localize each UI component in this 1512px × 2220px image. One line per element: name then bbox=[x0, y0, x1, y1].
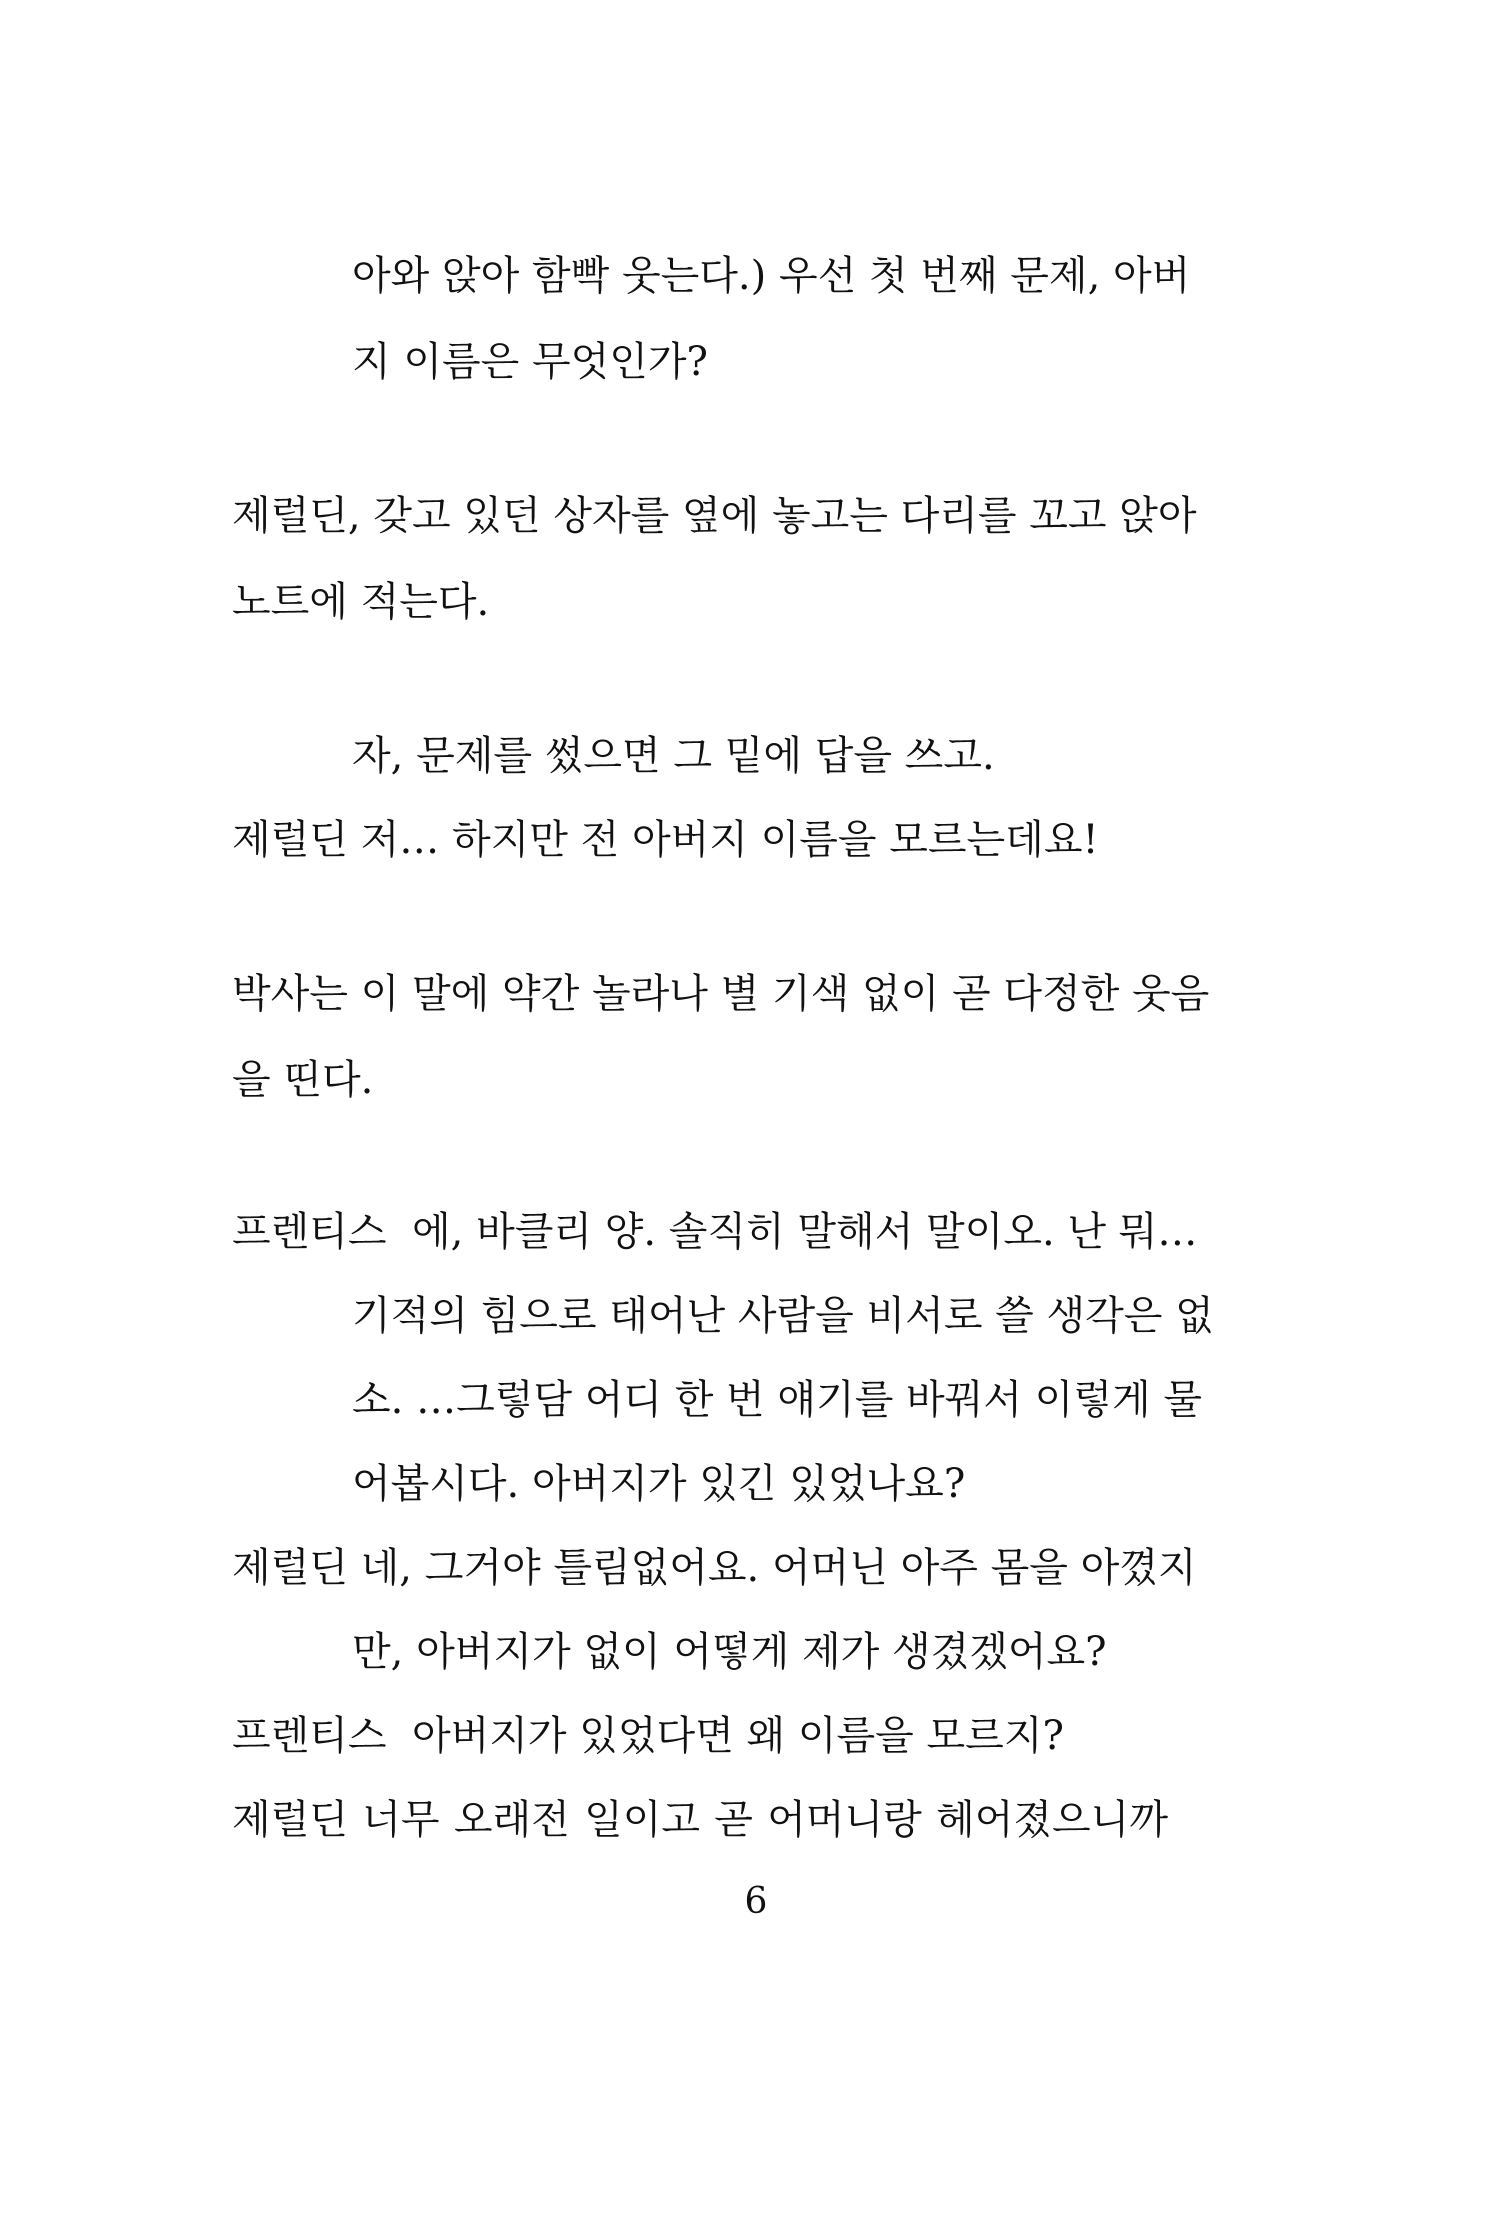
dialogue-line bbox=[232, 1206, 1197, 1258]
stage-direction-line: 박사는 이 말에 약간 놀라나 별 기색 없이 곧 다정한 웃음 bbox=[232, 971, 1210, 1017]
dialogue-line-justified bbox=[232, 1794, 1168, 1846]
dialogue-continuation-line: 아와 앉아 함빡 웃는다.) 우선 첫 번째 문제, 아버 bbox=[352, 253, 1191, 299]
dialogue-line bbox=[232, 1710, 1064, 1762]
dialogue-word: 오래전 bbox=[453, 1797, 570, 1843]
dialogue-text: 에, 바클리 양. 솔직히 말해서 말이오. 난 뭐… bbox=[412, 1209, 1198, 1255]
dialogue-word: 너무 bbox=[362, 1797, 440, 1843]
dialogue-continuation-line: 만, 아버지가 없이 어떻게 제가 생겼겠어요? bbox=[352, 1629, 1107, 1675]
dialogue-continuation-line: 어봅시다. 아버지가 있긴 있었나요? bbox=[352, 1461, 966, 1507]
dialogue-line: 자, 문제를 썼으면 그 밑에 답을 쓰고. bbox=[352, 733, 995, 779]
dialogue-text: 네, 그거야 틀림없어요. 어머닌 아주 몸을 아꼈지 bbox=[360, 1545, 1197, 1591]
speaker-name: 제럴딘 bbox=[232, 1545, 348, 1591]
stage-direction-line: 을 띤다. bbox=[232, 1057, 374, 1103]
dialogue-continuation-line: 소. …그렇담 어디 한 번 얘기를 바꿔서 이렇게 물 bbox=[352, 1377, 1202, 1423]
dialogue-continuation-line: 지 이름은 무엇인가? bbox=[352, 339, 708, 385]
dialogue-line bbox=[232, 814, 1099, 866]
speaker-name: 프렌티스 bbox=[232, 1713, 387, 1759]
stage-direction-line: 노트에 적는다. bbox=[232, 579, 490, 625]
speaker-name: 제럴딘 bbox=[232, 1797, 348, 1843]
dialogue-text: 저… 하지만 전 아버지 이름을 모르는데요! bbox=[360, 817, 1099, 863]
dialogue-word: 일이고 bbox=[584, 1797, 700, 1843]
speaker-name: 프렌티스 bbox=[232, 1209, 387, 1255]
dialogue-line bbox=[232, 1542, 1197, 1594]
speaker-name: 제럴딘 bbox=[232, 817, 348, 863]
dialogue-word: 어머니랑 bbox=[767, 1797, 922, 1843]
dialogue-word: 곧 bbox=[714, 1797, 753, 1843]
dialogue-word: 헤어졌으니까 bbox=[936, 1797, 1168, 1843]
page-number: 6 bbox=[744, 1881, 768, 1922]
dialogue-continuation-line: 기적의 힘으로 태어난 사람을 비서로 쓸 생각은 없 bbox=[352, 1293, 1214, 1339]
stage-direction-line: 제럴딘, 갖고 있던 상자를 옆에 놓고는 다리를 꼬고 앉아 bbox=[232, 493, 1197, 539]
dialogue-text: 아버지가 있었다면 왜 이름을 모르지? bbox=[412, 1713, 1064, 1759]
